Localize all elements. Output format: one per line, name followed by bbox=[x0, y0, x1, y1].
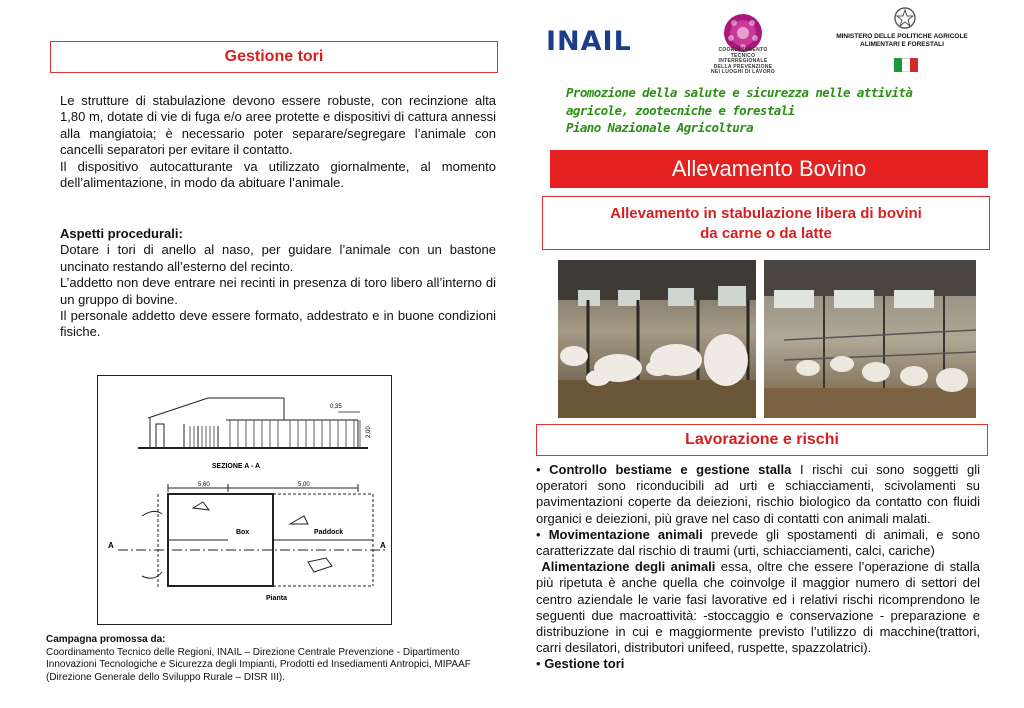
intro-text bbox=[60, 93, 496, 191]
cattle-stall-photo-1 bbox=[558, 260, 756, 418]
section-label: SEZIONE A - A bbox=[211, 463, 261, 470]
aspetti-procedurali bbox=[60, 226, 496, 341]
ministero-label: MINISTERO DELLE POLITICHE AGRICOLE ALIMENTARI E FORESTALI bbox=[836, 33, 968, 48]
section-marker-left: A bbox=[108, 541, 114, 550]
stall-plan-diagram bbox=[97, 375, 392, 625]
inail-logo-text: INAIL bbox=[546, 26, 632, 54]
campaign-credits bbox=[46, 634, 486, 684]
section-marker-right: A bbox=[380, 541, 386, 550]
dim-label-2: 2,00 bbox=[366, 426, 372, 438]
coordinamento-text: COORDINAMENTO TECNICO INTERREGIONALE DELLA PREVENZIONE NEI LUOGHI DI LAVORO bbox=[711, 47, 775, 76]
italian-republic-emblem-icon bbox=[893, 5, 917, 31]
risks-list bbox=[536, 462, 980, 673]
risk-item-4: • Gestione tori bbox=[536, 656, 625, 672]
section-title-gestione-tori: Gestione tori bbox=[50, 41, 498, 73]
box-label: Box bbox=[236, 529, 250, 536]
aspetti-item-2: L’addetto non deve entrare nei recinti in presenza di toro libero all’interno di un gruppo di bovine. bbox=[60, 275, 496, 307]
intro-paragraph-2: Il dispositivo autocatturante va utilizzato giornalmente, al momento dell’alimentazione, in modo da abituare l’animale. bbox=[60, 158, 496, 191]
dim-label-1: 0,35 bbox=[330, 404, 342, 410]
paddock-label: Paddock bbox=[314, 529, 344, 536]
subtitle-line-1: Allevamento in stabulazione libera di bovini bbox=[610, 205, 922, 222]
risk-item-2: • Movimentazione animali prevede gli spostamenti di animali, e sono caratterizzate dal rischio di traumi (urti, schiacciamenti, calci, cariche) bbox=[536, 526, 980, 559]
dim-label-4: 5,00 bbox=[298, 482, 310, 488]
risk-item-3: Alimentazione degli animali essa, oltre che essere l’operazione di stalla più ripetuta è anche quella che coinvolge il maggior numero di settori del centro aziendale le varie fasi lavorative ed i relativi rischi ricomprendono le seguenti due macroattività: -stoccaggio e conservazione - preparazione e distribuzione in cui e maggiormente previsto l’utilizzo di macchine(trattori, carri desilatori, distributori unifeed, ruspette, spazzolatrici). bbox=[536, 559, 980, 656]
aspetti-item-1: Dotare i tori di anello al naso, per guidare l’animale con un bastone uncinato restando all’esterno del recinto. bbox=[60, 242, 496, 274]
promo-plan: Piano Nazionale Agricoltura bbox=[566, 120, 753, 135]
aspetti-title: Aspetti procedurali: bbox=[60, 226, 183, 241]
subtitle-box bbox=[542, 196, 990, 250]
pianta-label: Pianta bbox=[266, 595, 288, 602]
campaign-title: Campagna promossa da: bbox=[46, 634, 166, 645]
intro-paragraph: Le strutture di stabulazione devono essere robuste, con recinzione alta 1,80 m, dotate di vie di fuga e/o aree protette e dispositivi di cattura annessi alla mangiatoia; è necessario poter separare/segregare l’animale con cancelli separatori per evitare il contatto. bbox=[60, 93, 496, 158]
inail-logo bbox=[546, 26, 658, 54]
promo-line: Promozione della salute e sicurezza nelle attività agricole, zootecniche e forestali bbox=[566, 85, 913, 118]
campaign-text: Coordinamento Tecnico delle Regioni, INAIL – Direzione Centrale Prevenzione - Dipartimento Innovazioni Tecnologiche e Sicurezza degli Impianti, Prodotti ed Insediamenti Antropici, MIPAAF (Direzione Generale dello Sviluppo Rurale – DISR III). bbox=[46, 646, 471, 683]
cattle-stall-photo-2 bbox=[764, 260, 976, 418]
subtitle-line-2: da carne o da latte bbox=[700, 225, 832, 242]
risk-item-1: • Controllo bestiame e gestione stalla I rischi cui sono soggetti gli operatori sono riconducibili ad urti e schiacciamenti, scivolamenti su pavimentazioni coperte da deiezioni, rischio biologico da contatto con fluidi organici e deiezioni, più grave nel caso di contatti con animali malati. bbox=[536, 462, 980, 526]
promotion-text bbox=[566, 84, 976, 137]
section-title-lavorazione-rischi: Lavorazione e rischi bbox=[536, 424, 988, 456]
aspetti-item-3: Il personale addetto deve essere formato, addestrato e in buone condizioni fisiche. bbox=[60, 308, 496, 340]
dim-label-3: 5,60 bbox=[198, 482, 210, 488]
italian-flag-icon bbox=[894, 58, 918, 72]
main-title-allevamento-bovino: Allevamento Bovino bbox=[550, 150, 988, 188]
